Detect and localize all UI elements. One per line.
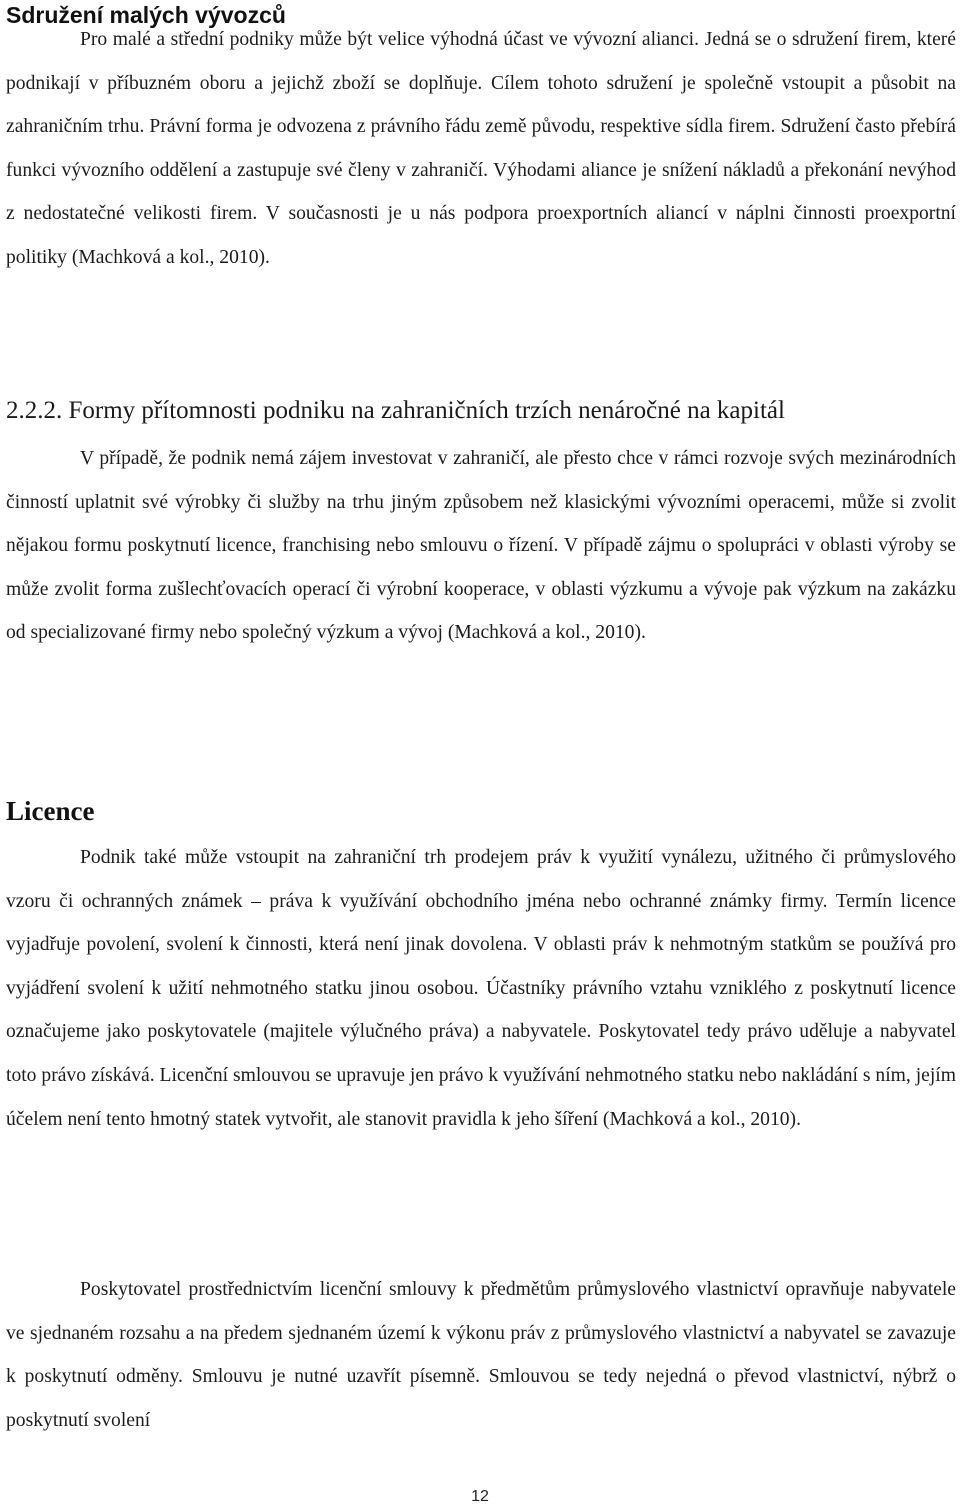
- page-number: 12: [471, 1488, 489, 1505]
- heading-licence: Licence: [6, 796, 95, 826]
- paragraph-sdruzeni: Pro malé a střední podniky může být velice výhodná účast ve vývozní alianci. Jedná se o sdružení firem, které podnikají v příbuzném oboru a jejichž zboží se doplňuje. Cílem tohoto sdružení je společně vstoupit a působit na zahraničním trhu. Právní forma je odvozena z právního řádu země původu, respektive sídla firem. Sdružení často přebírá funkci vývozního oddělení a zastupuje své členy v zahraničí. Výhodami aliance je snížení nákladů a překonání nevýhod z nedostatečné velikosti firem. V současnosti je u nás podpora proexportních aliancí v náplni činnosti proexportní politiky (Machková a kol., 2010).: [6, 29, 956, 268]
- heading-sdruzeni: Sdružení malých vývozců: [6, 2, 286, 28]
- paragraph-licence: Podnik také může vstoupit na zahraniční trh prodejem práv k využití vynálezu, užitného či průmyslového vzoru či ochranných známek – práva k využívání obchodního jména nebo ochranné známky firmy. Termín licence vyjadřuje povolení, svolení k činnosti, která není jinak dovolena. V oblasti práv k nehmotným statkům se používá pro vyjádření svolení k užití nehmotného statku jinou osobou. Účastníky právního vztahu vzniklého z poskytnutí licence označujeme jako poskytovatele (majitele výlučného práva) a nabyvatele. Poskytovatel tedy právo uděluje a nabyvatel toto právo získává. Licenční smlouvou se upravuje jen právo k využívání nehmotného statku nebo nakládání s ním, jejím účelem není tento hmotný statek vytvořit, ale stanovit pravidla k jeho šíření (Machková a kol., 2010).: [6, 847, 956, 1130]
- paragraph-poskytovatel: Poskytovatel prostřednictvím licenční smlouvy k předmětům průmyslového vlastnictví opravňuje nabyvatele ve sjednaném rozsahu a na předem sjednaném území k výkonu práv z průmyslového vlastnictví a nabyvatel se zavazuje k poskytnutí odměny. Smlouvu je nutné uzavřít písemně. Smlouvou se tedy nejedná o převod vlastnictví, nýbrž o poskytnutí svolení: [6, 1279, 956, 1431]
- section-heading-formy: 2.2.2. Formy přítomnosti podniku na zahraničních trzích nenáročné na kapitál: [6, 397, 785, 424]
- paragraph-formy: V případě, že podnik nemá zájem investovat v zahraničí, ale přesto chce v rámci rozvoje svých mezinárodních činností uplatnit své výrobky či služby na trhu jiným způsobem než klasickými vývozními operacemi, může si zvolit nějakou formu poskytnutí licence, franchising nebo smlouvu o řízení. V případě zájmu o spolupráci v oblasti výroby se může zvolit forma zušlechťovacích operací či výrobní kooperace, v oblasti výzkumu a vývoje pak výzkum na zakázku od specializované firmy nebo společný výzkum a vývoj (Machková a kol., 2010).: [6, 448, 956, 644]
